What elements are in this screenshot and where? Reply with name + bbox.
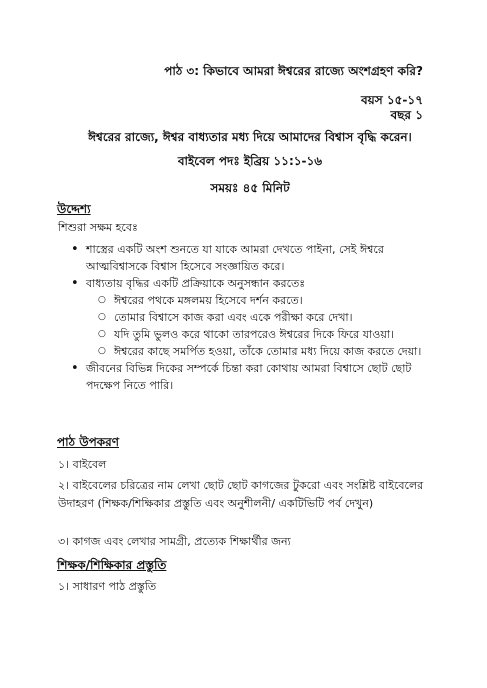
lesson-title: পাঠ ৩: কিভাবে আমরা ঈশ্বরের রাজ্যে অংশগ্রহণ করি? bbox=[164, 64, 423, 78]
objectives-list bbox=[60, 241, 440, 394]
objectives-heading: উদ্দেশ্য bbox=[57, 202, 91, 216]
objective-subitem: ○ যদি তুমি ভুলও করে থাকো তারপরেও ঈশ্বরের দিকে ফিরে যাওয়া। bbox=[86, 326, 440, 343]
objectives-intro: শিশুরা সক্ষম হবেঃ bbox=[58, 221, 138, 234]
lesson-theme: ঈশ্বরের রাজ্যে, ঈশ্বর বাধ্যতার মধ্য দিয়ে আমাদের বিশ্বাস বৃদ্ধি করেন। bbox=[88, 130, 412, 144]
objective-item bbox=[60, 241, 440, 275]
age-range: বয়স ১৫-১৭ bbox=[361, 93, 423, 107]
preparation-heading: শিক্ষক/শিক্ষিকার প্রস্তুতি bbox=[57, 558, 167, 572]
lesson-duration: সময়ঃ ৪৫ মিনিট bbox=[210, 181, 290, 195]
materials-item: ২। বাইবেলের চরিত্রের নাম লেখা ছোট ছোট কাগজের টুকরো এবং সংশ্লিষ্ট বাইবেলের উদাহরণ (শিক্ষক/শিক্ষিকার প্রস্তুতি এবং অনুশীলনী/ একটিভিটি পর্ব দেখুন) bbox=[58, 479, 424, 510]
materials-item: ৩। কাগজ এবং লেখার সামগ্রী, প্রত্যেক শিক্ষার্থীর জন্য bbox=[58, 535, 291, 548]
objective-subitem: ○ তোমার বিশ্বাসে কাজ করা এবং একে পরীক্ষা করে দেখা। bbox=[86, 309, 440, 326]
objective-item bbox=[60, 275, 440, 360]
materials-item: ১। বাইবেল bbox=[58, 458, 107, 471]
objective-subitem: ○ ঈশ্বরের পথকে মঙ্গলময় হিসেবে দর্শন করতে। bbox=[86, 292, 440, 309]
scripture-reference: বাইবেল পদঃ ইব্রিয় ১১:১-১৬ bbox=[177, 154, 323, 168]
objective-text: শাস্ত্রের একটি অংশ শুনতে যা যাকে আমরা দেখতে পাইনা, সেই ঈশ্বরে আত্মবিশ্বাসকে বিশ্বাস হিসেবে সংজ্ঞায়িত করে। bbox=[86, 243, 384, 273]
objective-subitems bbox=[86, 292, 440, 360]
preparation-item: ১। সাধারণ পাঠ প্রস্তুতি bbox=[58, 580, 157, 593]
objective-text: বাধ্যতায় বৃদ্ধির একটি প্রক্রিয়াকে অনুসন্ধান করতেঃ bbox=[86, 277, 306, 290]
objective-item bbox=[60, 360, 440, 394]
objective-subitem: ○ ঈশ্বরের কাছে সমর্পিত হওয়া, তাঁকে তোমার মধ্য দিয়ে কাজ করতে দেয়া। bbox=[86, 343, 440, 360]
year-label: বছর ১ bbox=[390, 108, 423, 122]
objective-text: জীবনের বিভিন্ন দিকের সম্পর্কে চিন্তা করা কোথায় আমরা বিশ্বাসে ছোট ছোট পদক্ষেপ নিতে পারি। bbox=[86, 362, 412, 392]
materials-heading: পাঠ উপকরণ bbox=[57, 435, 119, 449]
